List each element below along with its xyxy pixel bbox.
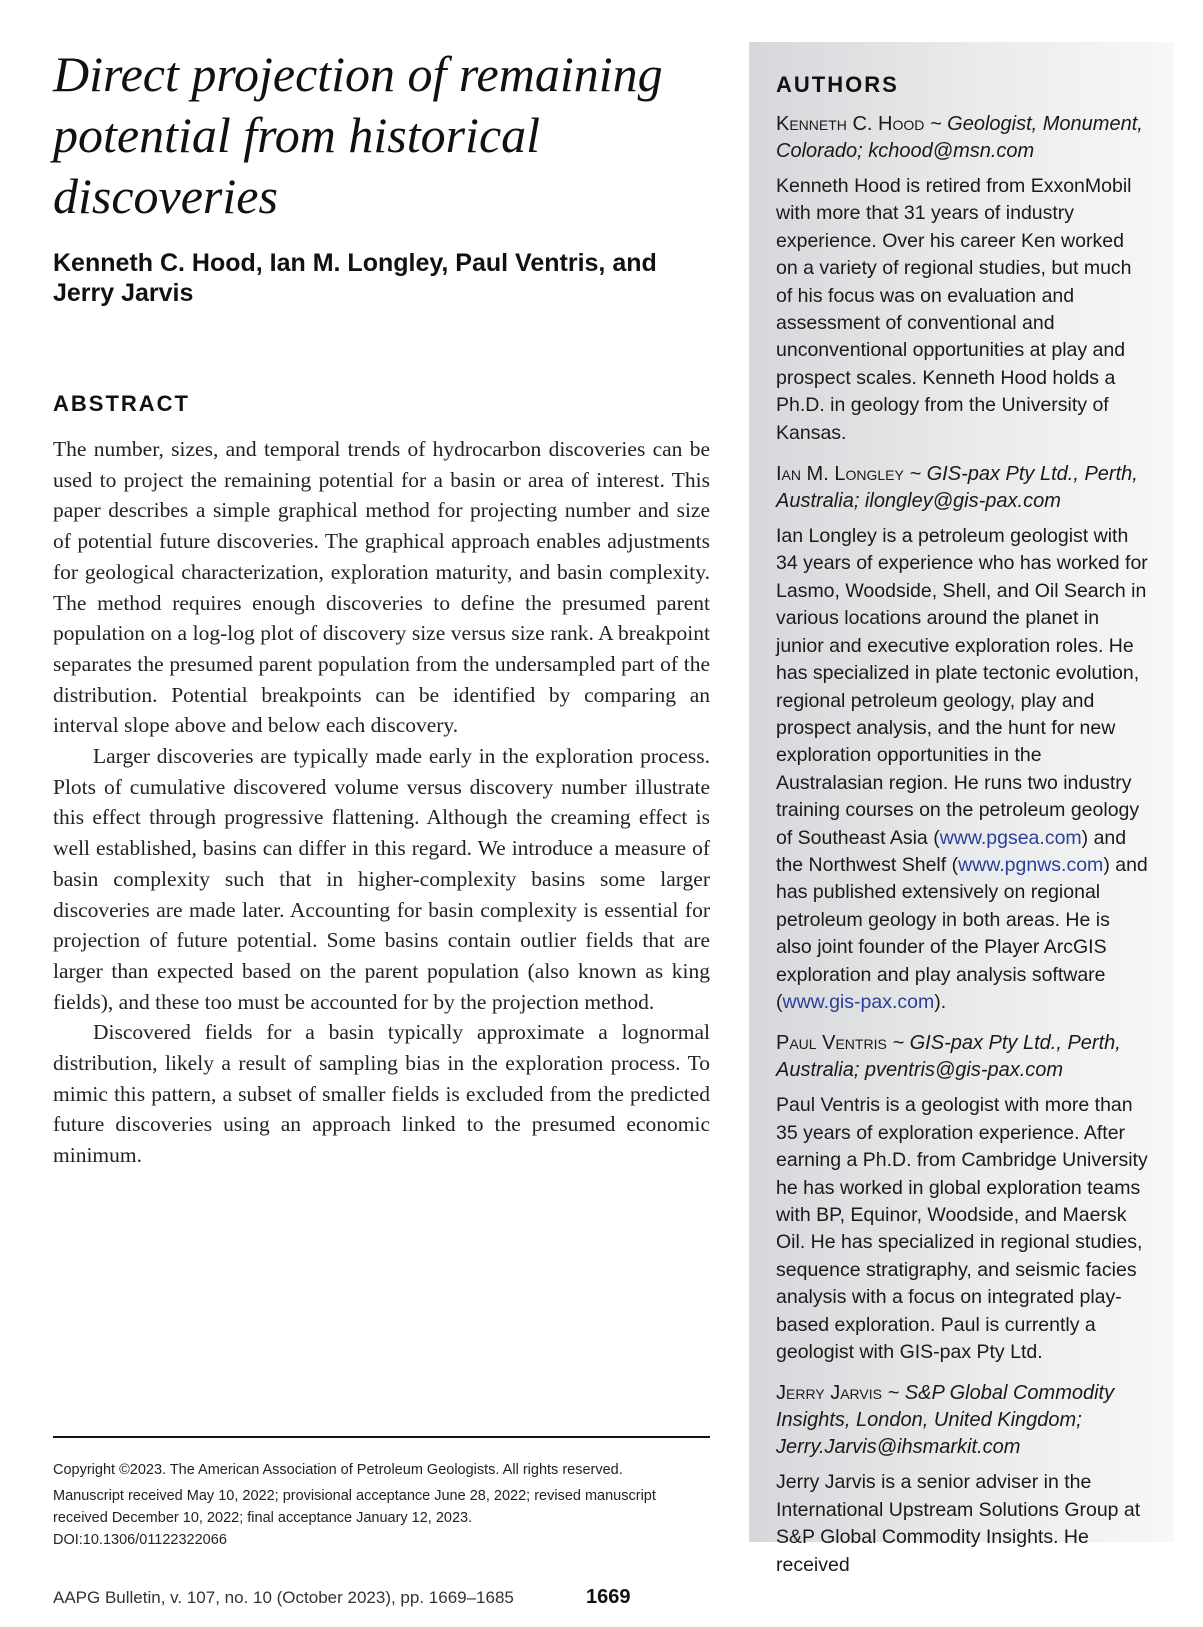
author-affiliation: ~ GIS-pax Pty Ltd., Perth, Australia; ilongley@gis-pax.com xyxy=(776,463,1138,513)
manuscript-history: Manuscript received May 10, 2022; provisional acceptance June 28, 2022; revised manuscript received December 10, 2022; final acceptance January 12, 2023. xyxy=(53,1488,656,1526)
author-affiliation: ~ S&P Global Commodity Insights, London, United Kingdom; Jerry.Jarvis@ihsmarkit.com xyxy=(776,1382,1115,1459)
copyright-notice: Copyright ©2023. The American Association of Petroleum Geologists. All rights reserved. xyxy=(53,1462,623,1478)
abstract-body xyxy=(53,434,710,1171)
abstract-paragraph: Larger discoveries are typically made early in the exploration process. Plots of cumulative discovered volume versus discovery number illustrate this effect through progressive flattening. Although the creaming effect is well established, basins can differ in this regard. We introduce a measure of basin complexity such that in higher-complexity basins some larger discoveries are made later. Accounting for basin complexity is essential for projection of future potential. Some basins contain outlier fields that are larger than expected based on the parent population (also known as king fields), and these too must be accounted for by the projection method. xyxy=(53,744,710,1014)
abstract-paragraph: The number, sizes, and temporal trends of hydrocarbon discoveries can be used to project the remaining potential for a basin or area of interest. This paper describes a simple graphical method for projecting number and size of potential future discoveries. The graphical approach enables adjustments for geological characterization, exploration maturity, and basin complexity. The method requires enough discoveries to define the presumed parent population on a log-log plot of discovery size versus size rank. A breakpoint separates the presumed parent population from the undersampled part of the distribution. Potential breakpoints can be identified by comparing an interval slope above and below each discovery. xyxy=(53,437,710,738)
gis-pax-link[interactable]: www.gis-pax.com xyxy=(782,990,935,1013)
author-header xyxy=(776,461,1151,515)
author-header xyxy=(776,1380,1151,1461)
author-entry xyxy=(776,111,1151,447)
pgsea-link[interactable]: www.pgsea.com xyxy=(939,826,1082,849)
footnote-divider xyxy=(53,1436,710,1438)
author-entry xyxy=(776,1030,1151,1366)
journal-citation: AAPG Bulletin, v. 107, no. 10 (October 2023), pp. 1669–1685 xyxy=(53,1588,514,1607)
author-entry xyxy=(776,461,1151,1016)
abstract-paragraph: Discovered fields for a basin typically approximate a lognormal distribution, likely a result of sampling bias in the exploration process. To mimic this pattern, a subset of smaller fields is excluded from the predicted future discoveries using an approach linked to the presumed economic minimum. xyxy=(53,1020,710,1168)
doi: DOI:10.1306/01122322066 xyxy=(53,1532,227,1548)
abstract-heading: ABSTRACT xyxy=(53,391,190,416)
author-bio: Kenneth Hood is retired from ExxonMobil with more that 31 years of industry experience. Over his career Ken worked on a variety of regional studies, but much of his focus was on evaluation and assessment of conventional and unconventional opportunities at play and prospect scales. Kenneth Hood holds a Ph.D. in geology from the University of Kansas. xyxy=(776,175,1132,444)
author-affiliation: ~ Geologist, Monument, Colorado; kchood@msn.com xyxy=(776,113,1143,162)
sidebar-heading: AUTHORS xyxy=(776,72,899,97)
author-name: Ian M. Longley xyxy=(776,463,904,486)
author-name: Paul Ventris xyxy=(776,1032,887,1055)
author-header xyxy=(776,1030,1151,1084)
article-authors: Kenneth C. Hood, Ian M. Longley, Paul Ventris, and Jerry Jarvis xyxy=(53,249,657,307)
author-affiliation: ~ GIS-pax Pty Ltd., Perth, Australia; pventris@gis-pax.com xyxy=(776,1032,1121,1082)
author-bio: Jerry Jarvis is a senior adviser in the International Upstream Solutions Group at S&P Global Commodity Insights. He received xyxy=(776,1471,1141,1576)
author-header xyxy=(776,111,1151,165)
footnotes xyxy=(53,1459,713,1551)
page-number: 1669 xyxy=(586,1586,631,1608)
author-bio: Paul Ventris is a geologist with more than 35 years of exploration experience. After earning a Ph.D. from Cambridge University he has worked in global exploration teams with BP, Equinor, Woodside, and Maersk Oil. He has specialized in regional studies, sequence stratigraphy, and seismic facies analysis with a focus on integrated play-based exploration. Paul is currently a geologist with GIS-pax Pty Ltd. xyxy=(776,1094,1148,1364)
author-bio: Ian Longley is a petroleum geologist with 34 years of experience who has worked for Lasmo, Woodside, Shell, and Oil Search in various locations around the planet in junior and executive exploration roles. He has specialized in plate tectonic evolution, regional petroleum geology, play and prospect analysis, and the hunt for new exploration opportunities in the Australasian region. He runs two industry training courses on the petroleum geology of Southeast Asia (www.pgsea.com) and the Northwest Shelf (www.pgnws.com) and has published extensively on regional petroleum geology in both areas. He is also joint founder of the Player ArcGIS exploration and play analysis software (www.gis-pax.com). xyxy=(776,525,1148,1013)
author-entry xyxy=(776,1380,1151,1579)
author-name: Kenneth C. Hood xyxy=(776,113,925,135)
authors-sidebar xyxy=(749,42,1174,1576)
author-name: Jerry Jarvis xyxy=(776,1382,882,1405)
article-title: Direct projection of remaining potential from historical discoveries xyxy=(53,46,663,224)
pgnws-link[interactable]: www.pgnws.com xyxy=(958,853,1104,876)
